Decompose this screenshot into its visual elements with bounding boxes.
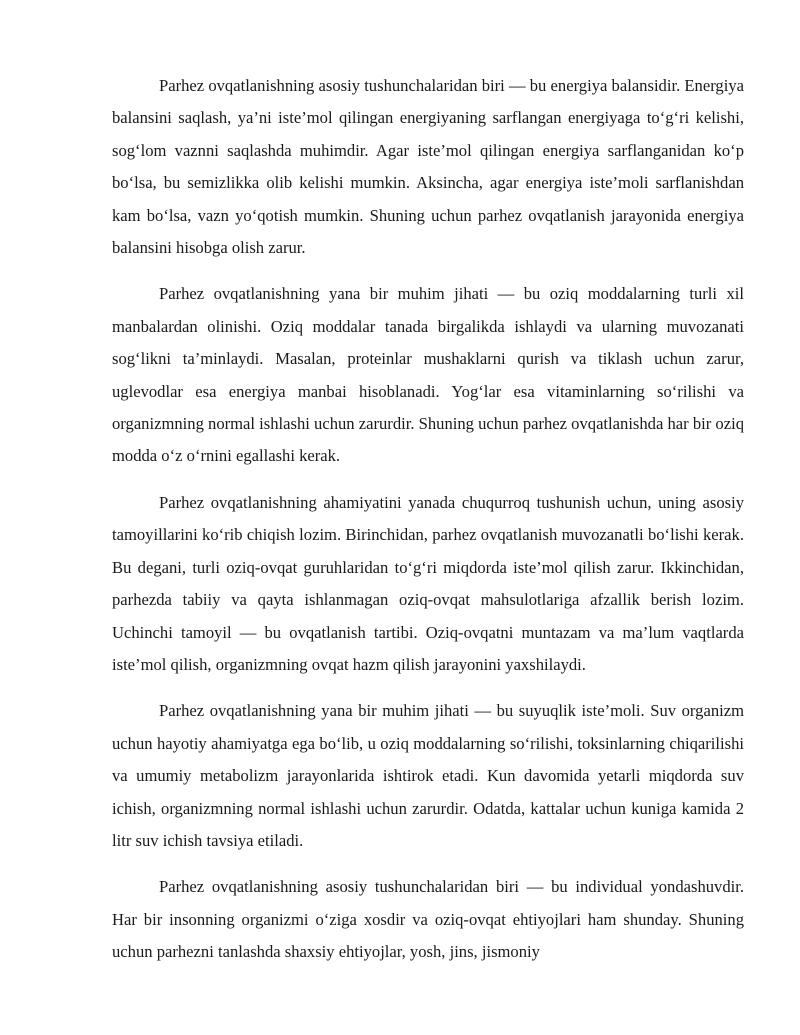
paragraph-diet-principles: Parhez ovqatlanishning ahamiyatini yanada chuqurroq tushunish uchun, uning asosiy tamoyillarini ko‘rib chiqish lozim. Birinchidan, parhez ovqatlanish muvozanatli bo‘lishi kerak. Bu degani, turli oziq-ovqat guruhlaridan to‘g‘ri miqdorda iste’mol qilish zarur. Ikkinchidan, parhezda tabiiy va qayta ishlanmagan oziq-ovqat mahsulotlariga afzallik berish lozim. Uchinchi tamoyil — bu ovqatlanish tartibi. Oziq-ovqatni muntazam va ma’lum vaqtlarda iste’mol qilish, organizmning ovqat hazm qilish jarayonini yaxshilaydi.: [112, 492, 744, 674]
document-page: [112, 70, 744, 983]
paragraph-nutrient-sources: Parhez ovqatlanishning yana bir muhim jihati — bu oziq moddalarning turli xil manbalardan olinishi. Oziq moddalar tanada birgalikda ishlaydi va ularning muvozanati sog‘likni ta’minlaydi. Masalan, proteinlar mushaklarni qurish va tiklash uchun zarur, uglevodlar esa energiya manbai hisoblanadi. Yog‘lar esa vitaminlarning so‘rilishi va organizmning normal ishlashi uchun zarurdir. Shuning uchun parhez ovqatlanishda har bir oziq modda o‘z o‘rnini egallashi kerak.: [112, 284, 744, 466]
paragraph-energy-balance: Parhez ovqatlanishning asosiy tushunchalaridan biri — bu energiya balansidir. Energiya balansini saqlash, ya’ni iste’mol qilingan energiyaning sarflangan energiyaga to‘g‘ri kelishi, sog‘lom vaznni saqlashda muhimdir. Agar iste’mol qilingan energiya sarflanganidan ko‘p bo‘lsa, bu semizlikka olib kelishi mumkin. Aksincha, agar energiya iste’moli sarflanishdan kam bo‘lsa, vazn yo‘qotish mumkin. Shuning uchun parhez ovqatlanish jarayonida energiya balansini hisobga olish zarur.: [112, 76, 744, 258]
paragraph-fluid-intake: Parhez ovqatlanishning yana bir muhim jihati — bu suyuqlik iste’moli. Suv organizm uchun hayotiy ahamiyatga ega bo‘lib, u oziq moddalarning so‘rilishi, toksinlarning chiqarilishi va umumiy metabolizm jarayonlarida ishtirok etadi. Kun davomida yetarli miqdorda suv ichish, organizmning normal ishlashi uchun zarurdir. Odatda, kattalar uchun kuniga kamida 2 litr suv ichish tavsiya etiladi.: [112, 701, 744, 850]
paragraph-individual-approach: Parhez ovqatlanishning asosiy tushunchalaridan biri — bu individual yondashuvdir. Har bir insonning organizmi o‘ziga xosdir va oziq-ovqat ehtiyojlari ham shunday. Shuning uchun parhezni tanlashda shaxsiy ehtiyojlar, yosh, jins, jismoniy: [112, 877, 744, 962]
